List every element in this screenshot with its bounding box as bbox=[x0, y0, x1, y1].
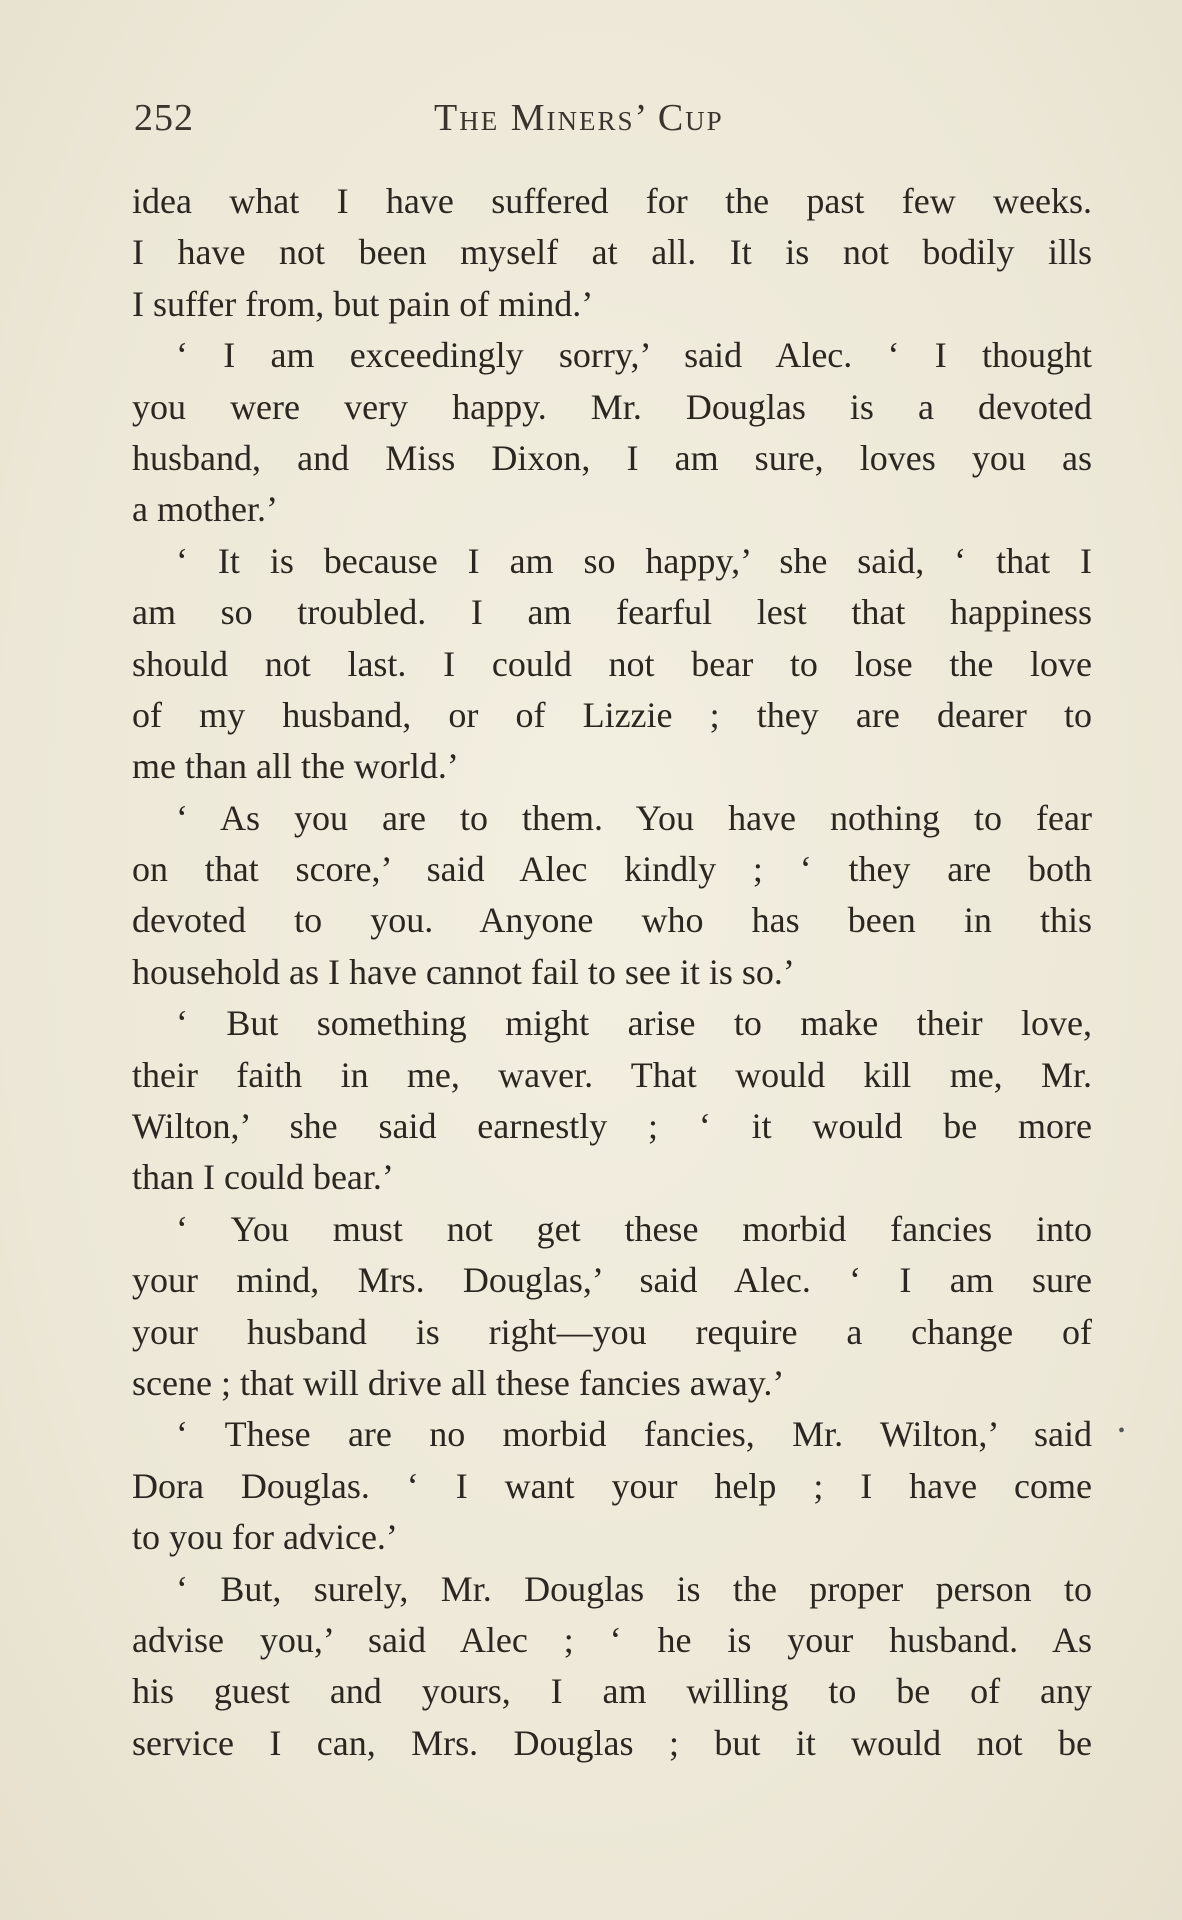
running-title: The Miners’ Cup bbox=[434, 97, 724, 139]
text-line: ‘ You must not get these morbid fancies into bbox=[176, 1208, 1092, 1249]
text-line: your husband is right—you require a change of bbox=[132, 1311, 1092, 1352]
text-line: devoted to you. Anyone who has been in this bbox=[132, 900, 1092, 941]
text-line: than I could bear.’ bbox=[132, 1157, 394, 1198]
text-line: ‘ As you are to them. You have nothing to fear bbox=[176, 797, 1092, 838]
text-line: service I can, Mrs. Douglas ; but it would not be bbox=[132, 1722, 1092, 1763]
body-text bbox=[132, 176, 1092, 1769]
text-line: idea what I have suffered for the past few weeks. bbox=[132, 181, 1092, 221]
text-line: a mother.’ bbox=[132, 489, 278, 530]
text-line: your mind, Mrs. Douglas,’ said Alec. ‘ I am sure bbox=[132, 1260, 1092, 1301]
text-line: am so troubled. I am fearful lest that happiness bbox=[132, 592, 1092, 633]
text-line: ‘ It is because I am so happy,’ she said, ‘ that I bbox=[176, 540, 1092, 581]
text-line: ‘ I am exceedingly sorry,’ said Alec. ‘ I thought bbox=[176, 335, 1092, 376]
text-line: to you for advice.’ bbox=[132, 1517, 398, 1558]
text-line: ‘ But, surely, Mr. Douglas is the proper person to bbox=[176, 1568, 1092, 1609]
text-line: advise you,’ said Alec ; ‘ he is your husband. As bbox=[132, 1619, 1092, 1660]
text-line: Wilton,’ she said earnestly ; ‘ it would be more bbox=[132, 1106, 1092, 1147]
page-number: 252 bbox=[134, 97, 194, 139]
text-line: me than all the world.’ bbox=[132, 746, 459, 787]
page-header bbox=[134, 96, 1092, 146]
text-line: you were very happy. Mr. Douglas is a devoted bbox=[132, 386, 1092, 427]
text-line: on that score,’ said Alec kindly ; ‘ they are both bbox=[132, 849, 1092, 890]
text-line: scene ; that will drive all these fancies away.’ bbox=[132, 1362, 785, 1403]
text-line: ‘ But something might arise to make their love, bbox=[176, 1003, 1092, 1044]
text-line: I have not been myself at all. It is not bodily ills bbox=[132, 232, 1092, 273]
text-line: of my husband, or of Lizzie ; they are dearer to bbox=[132, 694, 1092, 735]
text-line: household as I have cannot fail to see it is so.’ bbox=[132, 951, 795, 992]
text-line: his guest and yours, I am willing to be of any bbox=[132, 1671, 1092, 1712]
text-line: ‘ These are no morbid fancies, Mr. Wilton,’ said bbox=[176, 1414, 1092, 1455]
text-line: their faith in me, waver. That would kill me, Mr. bbox=[132, 1054, 1092, 1095]
margin-mark: • bbox=[1118, 1420, 1126, 1442]
text-line: should not last. I could not bear to lose the love bbox=[132, 643, 1092, 684]
text-line: husband, and Miss Dixon, I am sure, loves you as bbox=[132, 437, 1092, 478]
text-line: I suffer from, but pain of mind.’ bbox=[132, 283, 594, 324]
text-line: Dora Douglas. ‘ I want your help ; I have come bbox=[132, 1465, 1092, 1506]
